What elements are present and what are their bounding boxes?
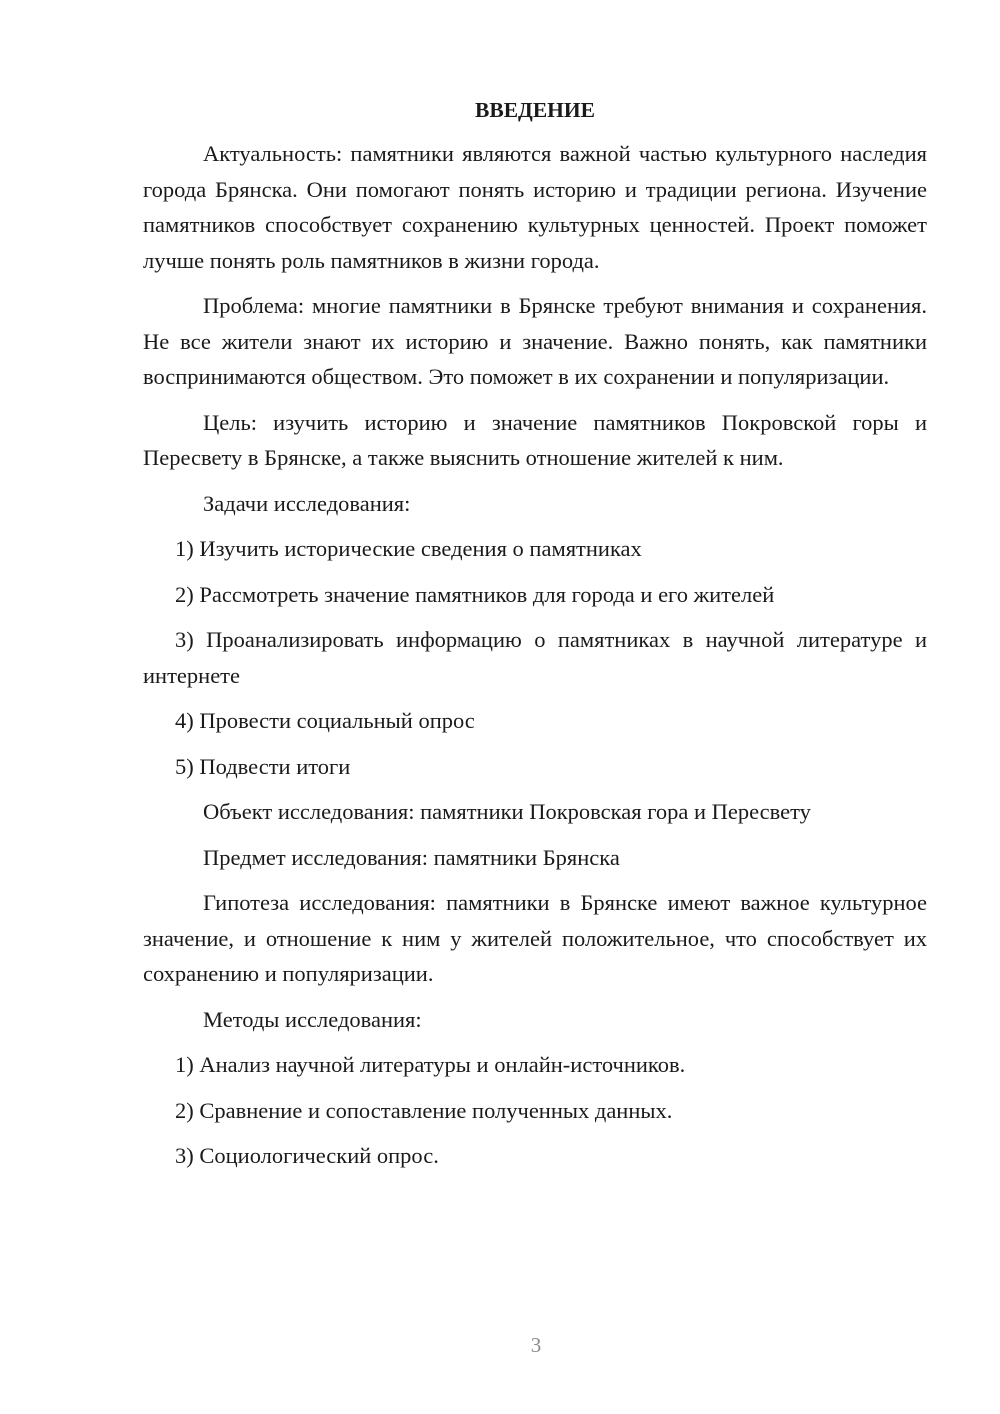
- list-item: 2) Сравнение и сопоставление полученных данных.: [175, 1097, 673, 1123]
- methods-list: [143, 1047, 927, 1174]
- list-item: 5) Подвести итоги: [175, 753, 351, 779]
- list-item: 1) Анализ научной литературы и онлайн-источников.: [175, 1052, 686, 1077]
- list-item: 2) Рассмотреть значение памятников для города и его жителей: [175, 581, 775, 607]
- problem-paragraph: Проблема: многие памятники в Брянске требуют внимания и сохранения. Не все жители знают их историю и значение. Важно понять, как памятники воспринимаются обществом. Это поможет в их сохранении и популяризации.: [143, 293, 927, 389]
- list-item: 4) Провести социальный опрос: [175, 708, 475, 733]
- page-content: [143, 95, 927, 1184]
- object-paragraph: Объект исследования: памятники Покровская гора и Пересвету: [203, 799, 811, 824]
- goal-paragraph: Цель: изучить историю и значение памятников Покровской горы и Пересвету в Брянске, а также выяснить отношение жителей к ним.: [143, 409, 927, 470]
- page-number: 3: [530, 1333, 542, 1357]
- tasks-heading: Задачи исследования:: [203, 490, 411, 516]
- section-title: ВВЕДЕНИЕ: [475, 98, 595, 122]
- list-item: 3) Проанализировать информацию о памятниках в научной литературе и интернете: [143, 627, 927, 688]
- relevance-paragraph: Актуальность: памятники являются важной частью культурного наследия города Брянска. Они помогают понять историю и традиции региона. Изучение памятников способствует сохранению культурных ценностей. Проект поможет лучше понять роль памятников в жизни города.: [143, 141, 927, 273]
- tasks-list: [143, 531, 927, 784]
- subject-paragraph: Предмет исследования: памятники Брянска: [203, 844, 620, 870]
- list-item: 1) Изучить исторические сведения о памятниках: [175, 536, 642, 561]
- hypothesis-paragraph: Гипотеза исследования: памятники в Брянске имеют важное культурное значение, и отношение к ним у жителей положительное, что способствует их сохранению и популяризации.: [143, 890, 927, 986]
- list-item: 3) Социологический опрос.: [175, 1143, 439, 1168]
- methods-heading: Методы исследования:: [203, 1006, 422, 1032]
